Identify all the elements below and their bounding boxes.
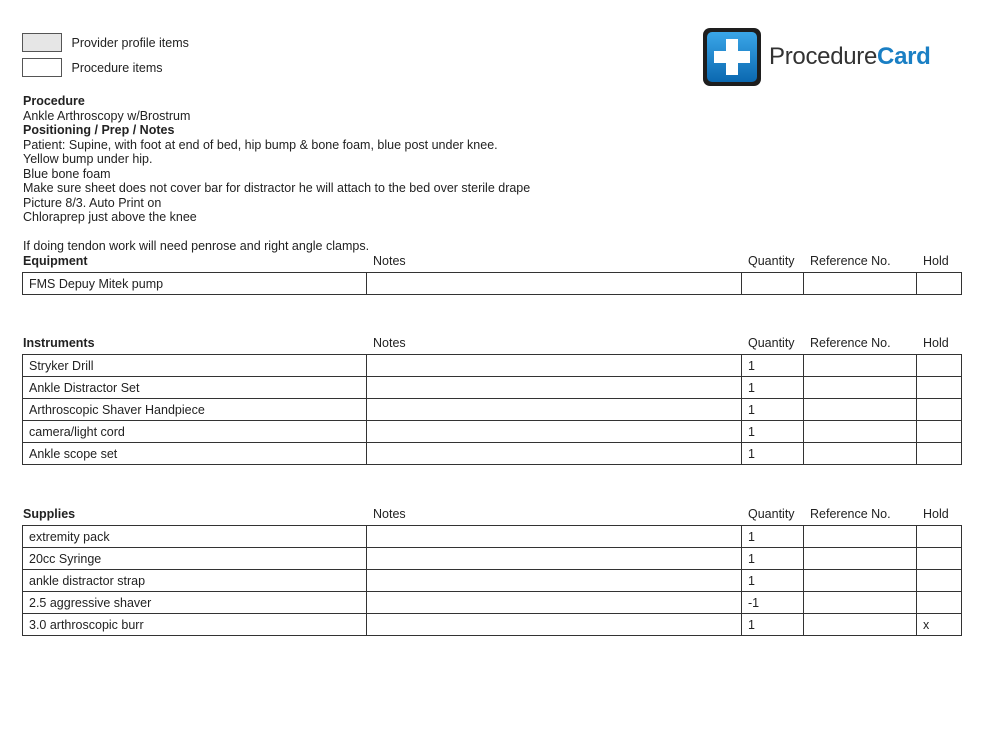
item-cell: Stryker Drill [23, 355, 367, 377]
notes-cell [367, 548, 742, 570]
qty-cell: 1 [742, 421, 804, 443]
supplies-title: Supplies [23, 507, 76, 521]
col-reference: Reference No. [810, 507, 891, 521]
notes-cell [367, 273, 742, 295]
notes-cell [367, 592, 742, 614]
item-cell: 20cc Syringe [23, 548, 367, 570]
procedurecard-logo [702, 26, 931, 88]
item-cell: FMS Depuy Mitek pump [23, 273, 367, 295]
table-row [23, 592, 962, 614]
table-row [23, 570, 962, 592]
hold-cell [917, 548, 962, 570]
note-line: Blue bone foam [23, 166, 111, 181]
col-quantity: Quantity [748, 254, 795, 268]
note-line [23, 225, 923, 240]
ref-cell [804, 377, 917, 399]
table-row [23, 377, 962, 399]
notes-heading: Positioning / Prep / Notes [23, 123, 175, 137]
procedure-notes [23, 94, 923, 254]
legend-provider [22, 33, 189, 52]
item-cell: extremity pack [23, 526, 367, 548]
legend-procedure [22, 58, 163, 77]
notes-cell [367, 355, 742, 377]
hold-cell [917, 526, 962, 548]
item-cell: 3.0 arthroscopic burr [23, 614, 367, 636]
hold-cell [917, 592, 962, 614]
qty-cell: -1 [742, 592, 804, 614]
col-notes: Notes [373, 254, 406, 268]
procedure-legend-label: Procedure items [71, 60, 163, 75]
col-quantity: Quantity [748, 507, 795, 521]
ref-cell [804, 355, 917, 377]
table-row [23, 273, 962, 295]
qty-cell [742, 273, 804, 295]
table-row [23, 526, 962, 548]
notes-cell [367, 443, 742, 465]
item-cell: ankle distractor strap [23, 570, 367, 592]
hold-cell [917, 273, 962, 295]
hold-cell: x [917, 614, 962, 636]
col-hold: Hold [923, 507, 949, 521]
col-hold: Hold [923, 336, 949, 350]
item-cell: camera/light cord [23, 421, 367, 443]
table-row [23, 548, 962, 570]
col-hold: Hold [923, 254, 949, 268]
notes-cell [367, 526, 742, 548]
instruments-section [22, 336, 961, 465]
instruments-table [22, 354, 962, 465]
qty-cell: 1 [742, 399, 804, 421]
table-row [23, 614, 962, 636]
equipment-title: Equipment [23, 254, 88, 268]
table-row [23, 443, 962, 465]
item-cell: Arthroscopic Shaver Handpiece [23, 399, 367, 421]
procedure-swatch [22, 58, 62, 77]
table-row [23, 355, 962, 377]
note-line: Picture 8/3. Auto Print on [23, 195, 162, 210]
note-line: Patient: Supine, with foot at end of bed, hip bump & bone foam, blue post under knee. [23, 137, 498, 152]
notes-cell [367, 399, 742, 421]
hold-cell [917, 377, 962, 399]
ref-cell [804, 570, 917, 592]
ref-cell [804, 399, 917, 421]
logo-text-procedure: Procedure [769, 43, 878, 70]
notes-cell [367, 570, 742, 592]
col-reference: Reference No. [810, 336, 891, 350]
qty-cell: 1 [742, 570, 804, 592]
item-cell: Ankle scope set [23, 443, 367, 465]
logo-wordmark [769, 43, 931, 71]
ref-cell [804, 273, 917, 295]
equipment-header [22, 254, 961, 272]
procedure-name: Ankle Arthroscopy w/Brostrum [23, 108, 191, 123]
hold-cell [917, 421, 962, 443]
qty-cell: 1 [742, 355, 804, 377]
ref-cell [804, 526, 917, 548]
ref-cell [804, 592, 917, 614]
hold-cell [917, 443, 962, 465]
procedure-heading: Procedure [23, 94, 85, 108]
note-line: Chloraprep just above the knee [23, 210, 197, 224]
table-row [23, 421, 962, 443]
hold-cell [917, 399, 962, 421]
hold-cell [917, 570, 962, 592]
ref-cell [804, 443, 917, 465]
col-notes: Notes [373, 336, 406, 350]
qty-cell: 1 [742, 377, 804, 399]
table-row [23, 399, 962, 421]
item-cell: 2.5 aggressive shaver [23, 592, 367, 614]
qty-cell: 1 [742, 614, 804, 636]
provider-legend-label: Provider profile items [71, 35, 189, 50]
provider-swatch [22, 33, 62, 52]
instruments-title: Instruments [23, 336, 95, 350]
ref-cell [804, 614, 917, 636]
equipment-table [22, 272, 962, 295]
supplies-table [22, 525, 962, 636]
logo-text-card: Card [877, 43, 931, 70]
col-notes: Notes [373, 507, 406, 521]
qty-cell: 1 [742, 526, 804, 548]
col-reference: Reference No. [810, 254, 891, 268]
supplies-header [22, 507, 961, 525]
supplies-section [22, 507, 961, 636]
col-quantity: Quantity [748, 336, 795, 350]
notes-cell [367, 421, 742, 443]
ref-cell [804, 548, 917, 570]
note-line: Make sure sheet does not cover bar for distractor he will attach to the bed over sterile drape [23, 181, 531, 195]
item-cell: Ankle Distractor Set [23, 377, 367, 399]
qty-cell: 1 [742, 443, 804, 465]
note-line: Yellow bump under hip. [23, 152, 153, 166]
hold-cell [917, 355, 962, 377]
notes-cell [367, 614, 742, 636]
equipment-section [22, 254, 961, 295]
notes-cell [367, 377, 742, 399]
medical-cross-icon [702, 27, 762, 87]
ref-cell [804, 421, 917, 443]
note-line: If doing tendon work will need penrose and right angle clamps. [23, 239, 370, 253]
instruments-header [22, 336, 961, 354]
qty-cell: 1 [742, 548, 804, 570]
